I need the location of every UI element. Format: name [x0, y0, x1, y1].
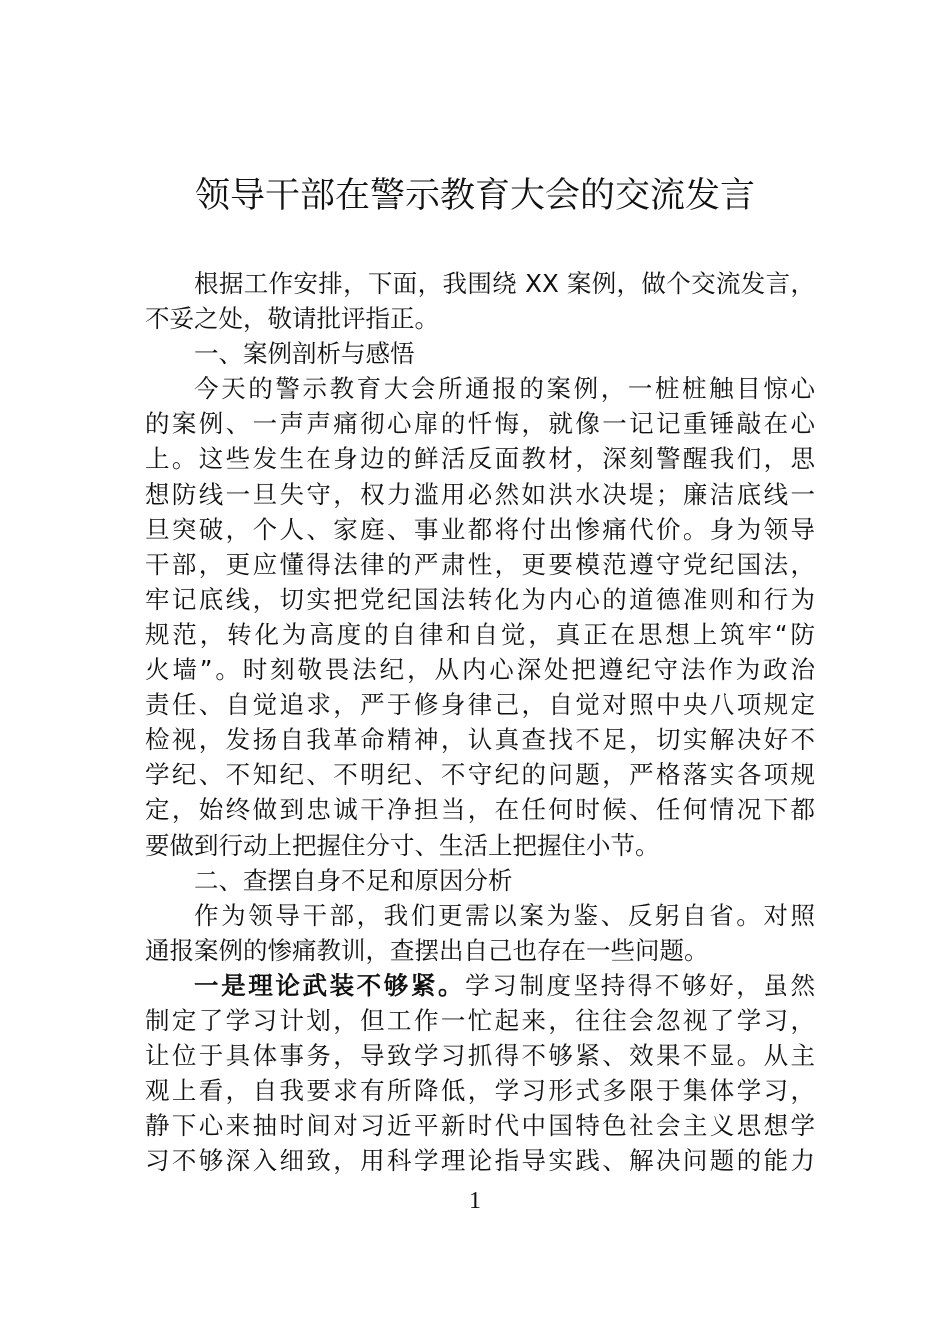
paragraph-line: 想防线一旦失守，权力滥用必然如洪水决堤；廉洁底线一 [145, 479, 815, 509]
subheading-bold: 一是理论武装不够紧。 [194, 970, 466, 1000]
paragraph-line: 学纪、不知纪、不明纪、不守纪的问题，严格落实各项规 [145, 760, 815, 790]
paragraph-line: 牢记底线，切实把党纪国法转化为内心的道德准则和行为 [145, 584, 815, 614]
paragraph-line: 规范，转化为高度的自律和自觉，真正在思想上筑牢“防 [145, 619, 815, 649]
paragraph-line [145, 968, 815, 1003]
paragraph-line: 制定了学习计划，但工作一忙起来，往往会忽视了学习， [145, 1005, 815, 1035]
document-title: 领导干部在警示教育大会的交流发言 [194, 176, 755, 216]
paragraph-line: 作为领导干部，我们更需以案为鉴、反躬自省。对照 [194, 900, 815, 930]
paragraph-line: 检视，发扬自我革命精神，认真查找不足，切实解决好不 [145, 725, 815, 755]
paragraph-line: 干部，更应懂得法律的严肃性，更要模范遵守党纪国法， [145, 549, 815, 579]
paragraph-line: 的案例、一声声痛彻心扉的忏悔，就像一记记重锤敲在心 [145, 409, 815, 439]
section-heading: 二、查摆自身不足和原因分析 [194, 865, 513, 895]
paragraph-line: 观上看，自我要求有所降低，学习形式多限于集体学习， [145, 1076, 815, 1106]
paragraph-line: 上。这些发生在身边的鲜活反面教材，深刻警醒我们，思 [145, 444, 815, 474]
paragraph-line: 旦突破，个人、家庭、事业都将付出惨痛代价。身为领导 [145, 514, 815, 544]
paragraph-line: 习不够深入细致，用科学理论指导实践、解决问题的能力 [145, 1146, 815, 1176]
paragraph-line: 根据工作安排，下面，我围绕 XX 案例，做个交流发言， [194, 269, 815, 298]
paragraph-text: 学习制度坚持得不够好，虽然 [465, 970, 816, 1000]
paragraph-line: 火墙”。时刻敬畏法纪，从内心深处把遵纪守法作为政治 [145, 655, 815, 685]
paragraph-line: 不妥之处，敬请批评指正。 [145, 304, 439, 334]
paragraph-line: 责任、自觉追求，严于修身律己，自觉对照中央八项规定 [145, 690, 815, 720]
paragraph-line: 要做到行动上把握住分寸、生活上把握住小节。 [145, 830, 660, 860]
paragraph-line: 今天的警示教育大会所通报的案例，一桩桩触目惊心 [194, 374, 815, 404]
paragraph-line: 让位于具体事务，导致学习抓得不够紧、效果不显。从主 [145, 1041, 815, 1071]
paragraph-line: 静下心来抽时间对习近平新时代中国特色社会主义思想学 [145, 1111, 815, 1141]
section-heading: 一、案例剖析与感悟 [194, 339, 415, 369]
page-number: 1 [469, 1188, 481, 1214]
paragraph-line: 通报案例的惨痛教训，查摆出自己也存在一些问题。 [145, 935, 709, 965]
paragraph-line: 定，始终做到忠诚干净担当，在任何时候、任何情况下都 [145, 795, 815, 825]
document-body [145, 266, 815, 1178]
